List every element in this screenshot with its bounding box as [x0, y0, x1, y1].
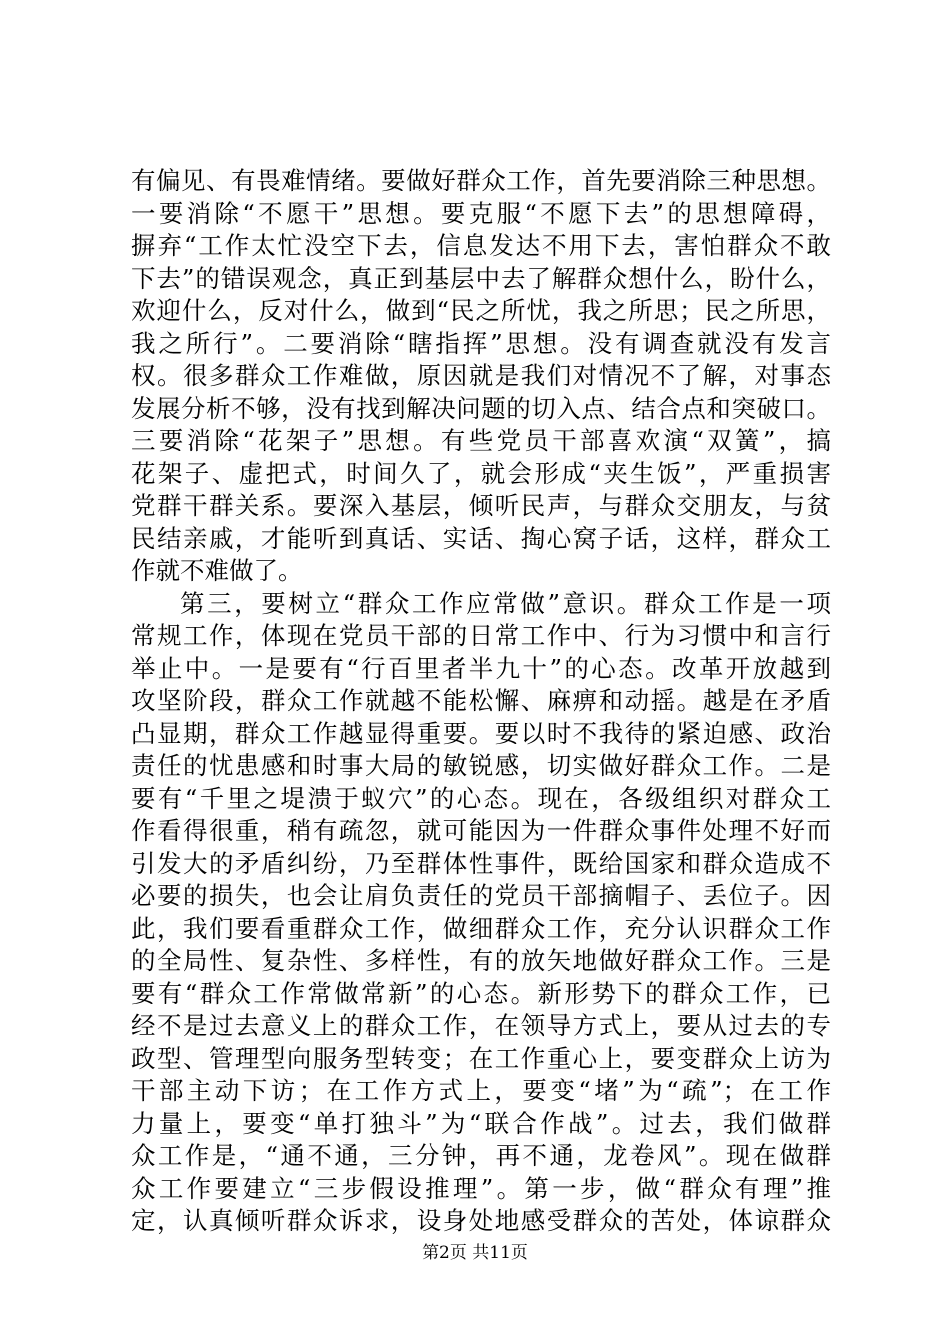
text-line: 作看得很重，稍有疏忽，就可能因为一件群众事件处理不好而	[131, 816, 831, 845]
text-line: 摒弃“工作太忙没空下去，信息发达不用下去，害怕群众不敢	[131, 231, 831, 260]
body-text	[131, 165, 831, 1238]
text-line: 党群干群关系。要深入基层，倾听民声，与群众交朋友，与贫	[131, 491, 831, 520]
text-line: 要有“千里之堤溃于蚁穴”的心态。现在，各级组织对群众工	[131, 783, 831, 813]
text-line: 众工作要建立“三步假设推理”。第一步，做“群众有理”推	[131, 1173, 831, 1203]
text-line: 要有“群众工作常做常新”的心态。新形势下的群众工作，已	[131, 978, 831, 1008]
text-line: 政型、管理型向服务型转变；在工作重心上，要变群众上访为	[131, 1043, 831, 1073]
text-line: 三要消除“花架子”思想。有些党员干部喜欢演“双簧”，搞	[131, 426, 831, 455]
text-line: 举止中。一是要有“行百里者半九十”的心态。改革开放越到	[131, 653, 831, 683]
text-line: 必要的损失，也会让肩负责任的党员干部摘帽子、丢位子。因	[131, 881, 831, 910]
text-line: 欢迎什么，反对什么，做到“民之所忧，我之所思；民之所思，	[131, 296, 831, 325]
text-line: 我之所行”。二要消除“瞎指挥”思想。没有调查就没有发言	[131, 328, 831, 358]
text-line: 力量上，要变“单打独斗”为“联合作战”。过去，我们做群	[131, 1108, 831, 1138]
paragraph-end-line: 作就不难做了。	[131, 556, 303, 585]
text-line: 众工作是，“通不通，三分钟，再不通，龙卷风”。现在做群	[131, 1141, 831, 1170]
text-line: 一要消除“不愿干”思想。要克服“不愿下去”的思想障碍，	[131, 198, 831, 228]
text-line: 攻坚阶段，群众工作就越不能松懈、麻痹和动摇。越是在矛盾	[131, 686, 831, 715]
text-line: 的全局性、复杂性、多样性，有的放矢地做好群众工作。三是	[131, 946, 831, 975]
text-line: 干部主动下访；在工作方式上，要变“堵”为“疏”；在工作	[131, 1076, 831, 1105]
text-line: 此，我们要看重群众工作，做细群众工作，充分认识群众工作	[131, 913, 831, 943]
paragraph-start-line: 第三，要树立“群众工作应常做”意识。群众工作是一项	[180, 588, 831, 618]
page-number-footer: 第2页 共11页	[422, 1243, 528, 1263]
text-line: 责任的忧患感和时事大局的敏锐感，切实做好群众工作。二是	[131, 751, 831, 780]
text-line: 下去”的错误观念，真正到基层中去了解群众想什么，盼什么，	[131, 263, 831, 293]
text-line: 花架子、虚把式，时间久了，就会形成“夹生饭”，严重损害	[131, 458, 831, 488]
text-line: 常规工作，体现在党员干部的日常工作中、行为习惯中和言行	[131, 621, 831, 650]
text-line: 定，认真倾听群众诉求，设身处地感受群众的苦处，体谅群众	[131, 1206, 831, 1235]
text-line: 发展分析不够，没有找到解决问题的切入点、结合点和突破口。	[131, 393, 831, 423]
text-line: 权。很多群众工作难做，原因就是我们对情况不了解，对事态	[131, 361, 831, 390]
text-line: 引发大的矛盾纠纷，乃至群体性事件，既给国家和群众造成不	[131, 848, 831, 878]
text-line: 有偏见、有畏难情绪。要做好群众工作，首先要消除三种思想。	[131, 166, 831, 195]
text-line: 凸显期，群众工作越显得重要。要以时不我待的紧迫感、政治	[131, 718, 831, 748]
text-line: 经不是过去意义上的群众工作，在领导方式上，要从过去的专	[131, 1011, 831, 1040]
text-line: 民结亲戚，才能听到真话、实话、掏心窝子话，这样，群众工	[131, 523, 831, 553]
